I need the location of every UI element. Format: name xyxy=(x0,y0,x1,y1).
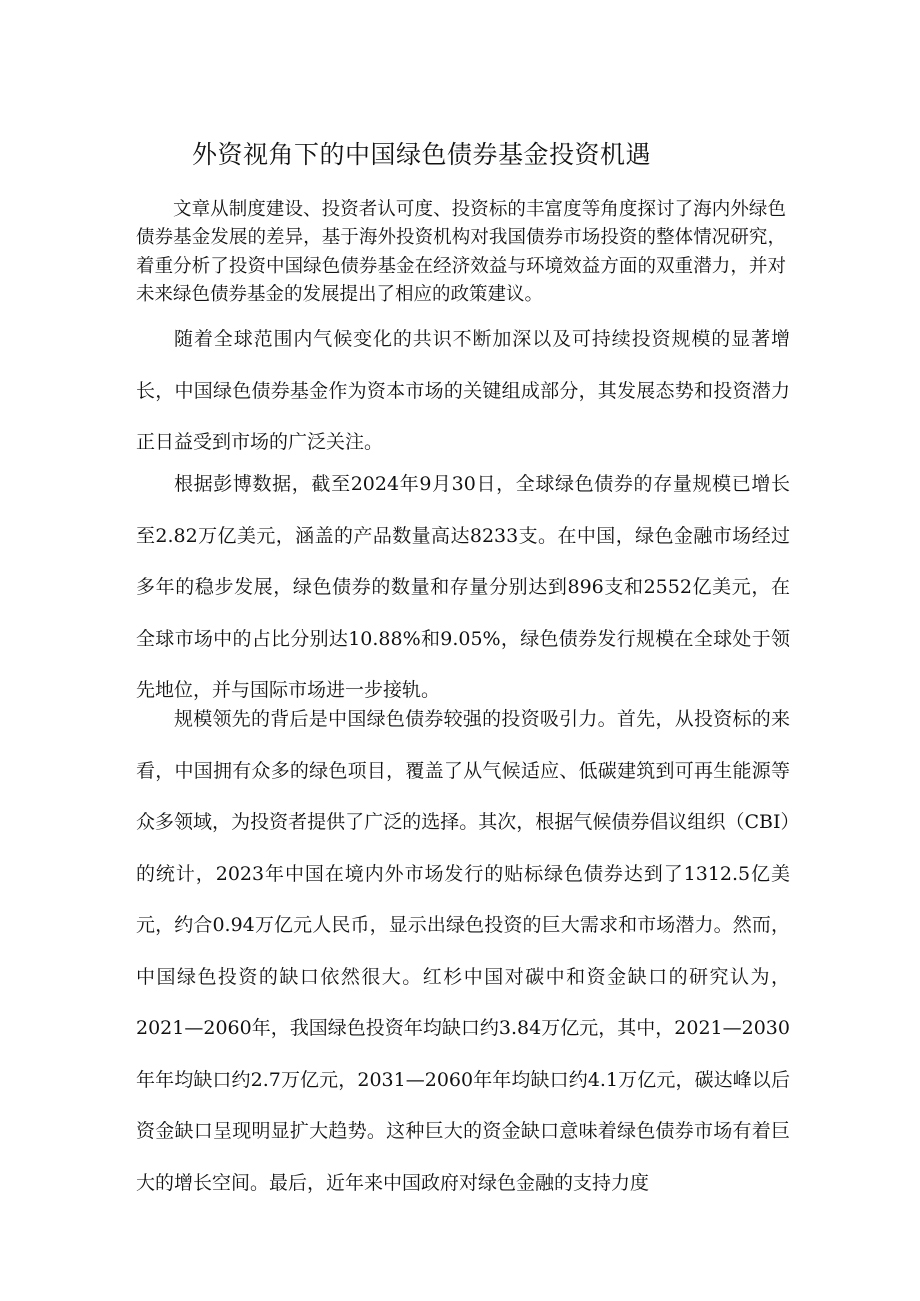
body-paragraph-1: 随着全球范围内气候变化的共识不断加深以及可持续投资规模的显著增长，中国绿色债券基金作为资本市场的关键组成部分，其发展态势和投资潜力正日益受到市场的广泛关注。 xyxy=(136,328,790,453)
body-paragraph-2: 根据彭博数据，截至2024年9月30日，全球绿色债券的存量规模已增长至2.82万亿美元，涵盖的产品数量高达8233支。在中国，绿色金融市场经过多年的稳步发展，绿色债券的数量和存量分别达到896支和2552亿美元，在全球市场中的占比分别达10.88%和9.05%，绿色债券发行规模在全球处于领先地位，并与国际市场进一步接轨。 xyxy=(136,473,790,701)
page-title: 外资视角下的中国绿色债券基金投资机遇 xyxy=(192,139,652,169)
abstract-paragraph: 文章从制度建设、投资者认可度、投资标的丰富度等角度探讨了海内外绿色债券基金发展的差异，基于海外投资机构对我国债券市场投资的整体情况研究，着重分析了投资中国绿色债券基金在经济效益与环境效益方面的双重潜力，并对未来绿色债券基金的发展提出了相应的政策建议。 xyxy=(136,198,786,305)
body-paragraph-3: 规模领先的背后是中国绿色债券较强的投资吸引力。首先，从投资标的来看，中国拥有众多的绿色项目，覆盖了从气候适应、低碳建筑到可再生能源等众多领域，为投资者提供了广泛的选择。其次，根据气候债券倡议组织（CBI）的统计，2023年中国在境内外市场发行的贴标绿色债券达到了1312.5亿美元，约合0.94万亿元人民币，显示出绿色投资的巨大需求和市场潜力。然而，中国绿色投资的缺口依然很大。红杉中国对碳中和资金缺口的研究认为，2021—2060年，我国绿色投资年均缺口约3.84万亿元，其中，2021—2030年年均缺口约2.7万亿元，2031—2060年年均缺口约4.1万亿元，碳达峰以后资金缺口呈现明显扩大趋势。这种巨大的资金缺口意味着绿色债券市场有着巨大的增长空间。最后，近年来中国政府对绿色金融的支持力度 xyxy=(136,708,790,1194)
